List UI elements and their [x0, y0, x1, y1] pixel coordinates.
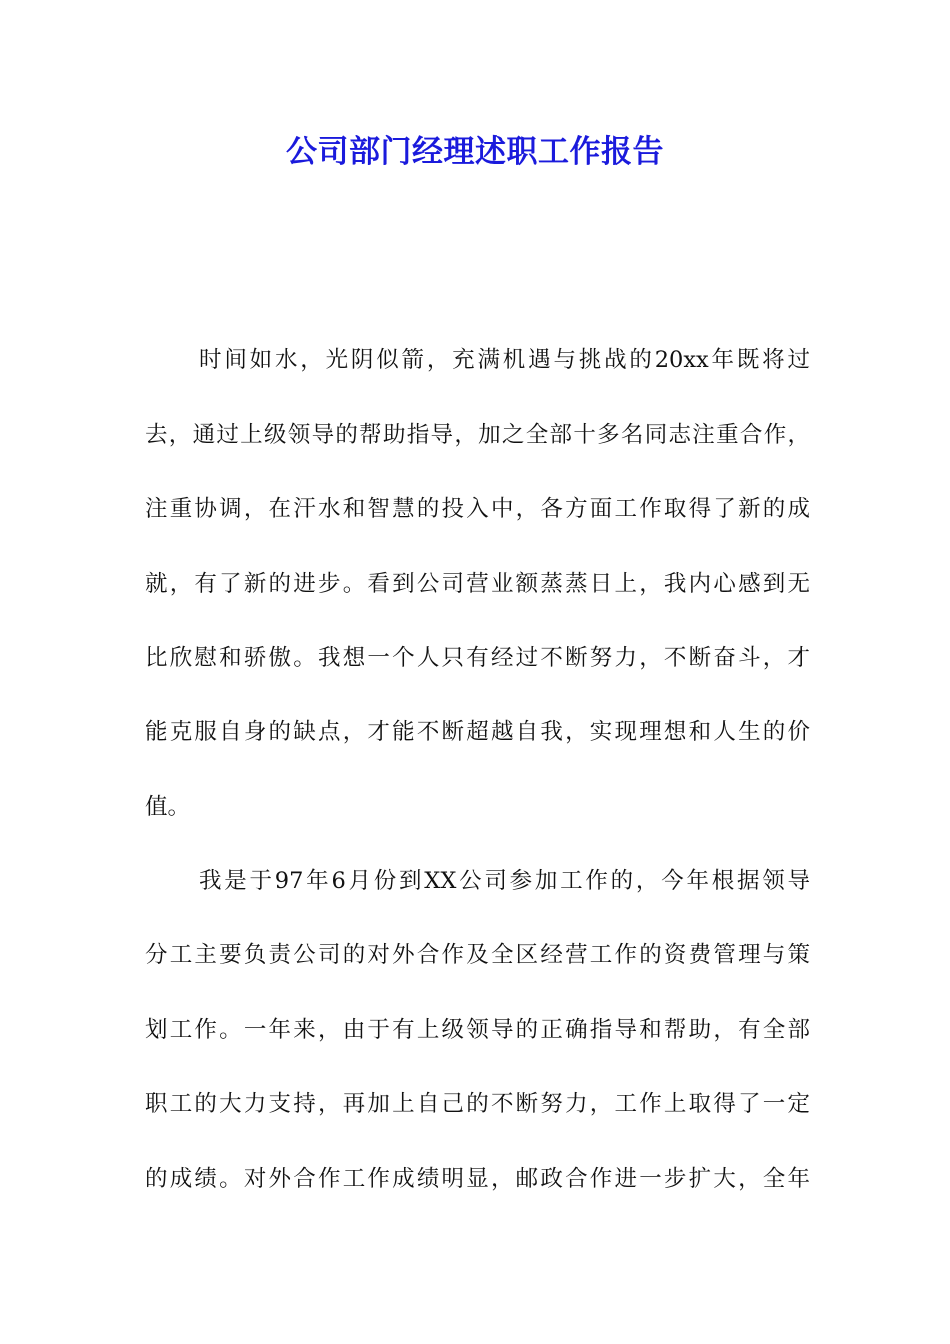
paragraph-line: 去，通过上级领导的帮助指导，加之全部十多名同志注重合作，: [145, 422, 810, 448]
paragraph-line: 的成绩。对外合作工作成绩明显，邮政合作进一步扩大，全年: [145, 1166, 810, 1192]
paragraph-line: 注重协调，在汗水和智慧的投入中，各方面工作取得了新的成: [145, 496, 810, 522]
paragraph-line: 比欣慰和骄傲。我想一个人只有经过不断努力，不断奋斗，才: [145, 645, 810, 671]
paragraph-line: 我是于97年6月份到XX公司参加工作的，今年根据领导: [199, 868, 810, 894]
paragraph-line: 能克服自身的缺点，才能不断超越自我，实现理想和人生的价: [145, 719, 810, 745]
paragraph-line: 职工的大力支持，再加上自己的不断努力，工作上取得了一定: [145, 1091, 810, 1117]
paragraph-line: 时间如水，光阴似箭，充满机遇与挑战的20xx年既将过: [199, 347, 810, 373]
paragraph-line: 就，有了新的进步。看到公司营业额蒸蒸日上，我内心感到无: [145, 571, 810, 597]
document-title: 公司部门经理述职工作报告: [286, 134, 664, 170]
paragraph-line: 值。: [145, 794, 191, 820]
paragraph-line: 划工作。一年来，由于有上级领导的正确指导和帮助，有全部: [145, 1017, 810, 1043]
paragraph-line: 分工主要负责公司的对外合作及全区经营工作的资费管理与策: [145, 942, 810, 968]
